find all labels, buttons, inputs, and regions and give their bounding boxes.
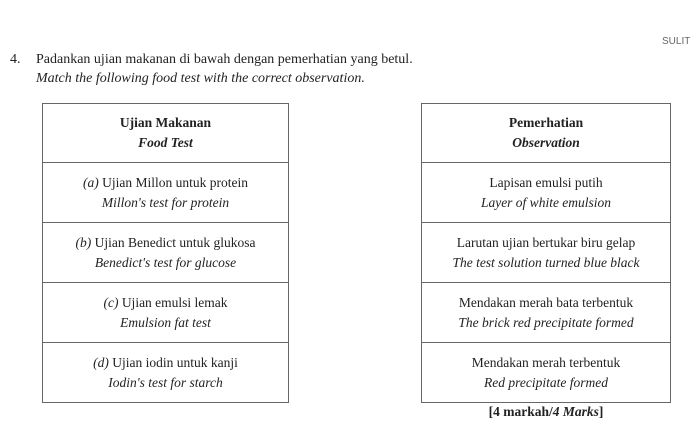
item-ms: Mendakan merah terbentuk — [471, 354, 621, 370]
question-text-en: Match the following food test with the correct observation. — [36, 71, 365, 86]
item-ms: Ujian iodin untuk kanji — [112, 354, 238, 370]
table-header — [422, 104, 671, 163]
table-header — [43, 104, 289, 163]
item-ms: Ujian Millon untuk protein — [102, 174, 248, 190]
header-ms: Ujian Makanan — [119, 115, 212, 130]
item-en: Red precipitate formed — [484, 374, 608, 390]
food-test-table — [42, 103, 289, 403]
item-ms: Ujian Benedict untuk glukosa — [94, 234, 256, 250]
item-ms: Larutan ujian bertukar biru gelap — [456, 234, 636, 250]
header-en: Observation — [512, 135, 580, 150]
item-en: The brick red precipitate formed — [458, 314, 634, 330]
table-row — [43, 163, 289, 223]
marks-close: ] — [598, 404, 604, 419]
table-row — [422, 163, 671, 223]
item-label: (d) — [93, 354, 109, 370]
item-ms: Lapisan emulsi putih — [489, 174, 603, 190]
question-text-ms: Padankan ujian makanan di bawah dengan pemerhatian yang betul. — [36, 52, 413, 67]
item-en: Iodin's test for starch — [108, 374, 223, 390]
marks-ms: [4 markah/ — [488, 404, 553, 419]
item-label: (a) — [83, 174, 99, 190]
item-label: (b) — [75, 234, 92, 250]
question-number: 4. — [10, 52, 21, 67]
table-row — [422, 343, 671, 403]
sulit-label: SULIT — [662, 36, 691, 47]
table-row — [422, 223, 671, 283]
marks-en: 4 Marks — [552, 404, 599, 419]
item-en: Benedict's test for glucose — [94, 254, 237, 270]
table-row — [43, 283, 289, 343]
header-en: Food Test — [138, 135, 193, 150]
item-en: Emulsion fat test — [120, 314, 211, 330]
table-row — [43, 343, 289, 403]
table-row — [422, 283, 671, 343]
item-label: (c) — [103, 294, 119, 310]
table-row — [43, 223, 289, 283]
item-ms: Mendakan merah bata terbentuk — [458, 294, 634, 310]
observation-table — [421, 103, 671, 403]
item-en: Layer of white emulsion — [480, 194, 612, 210]
item-en: The test solution turned blue black — [452, 254, 640, 270]
item-en: Millon's test for protein — [101, 194, 230, 210]
header-ms: Pemerhatian — [508, 115, 584, 130]
marks-label — [421, 404, 671, 420]
item-ms: Ujian emulsi lemak — [121, 294, 228, 310]
